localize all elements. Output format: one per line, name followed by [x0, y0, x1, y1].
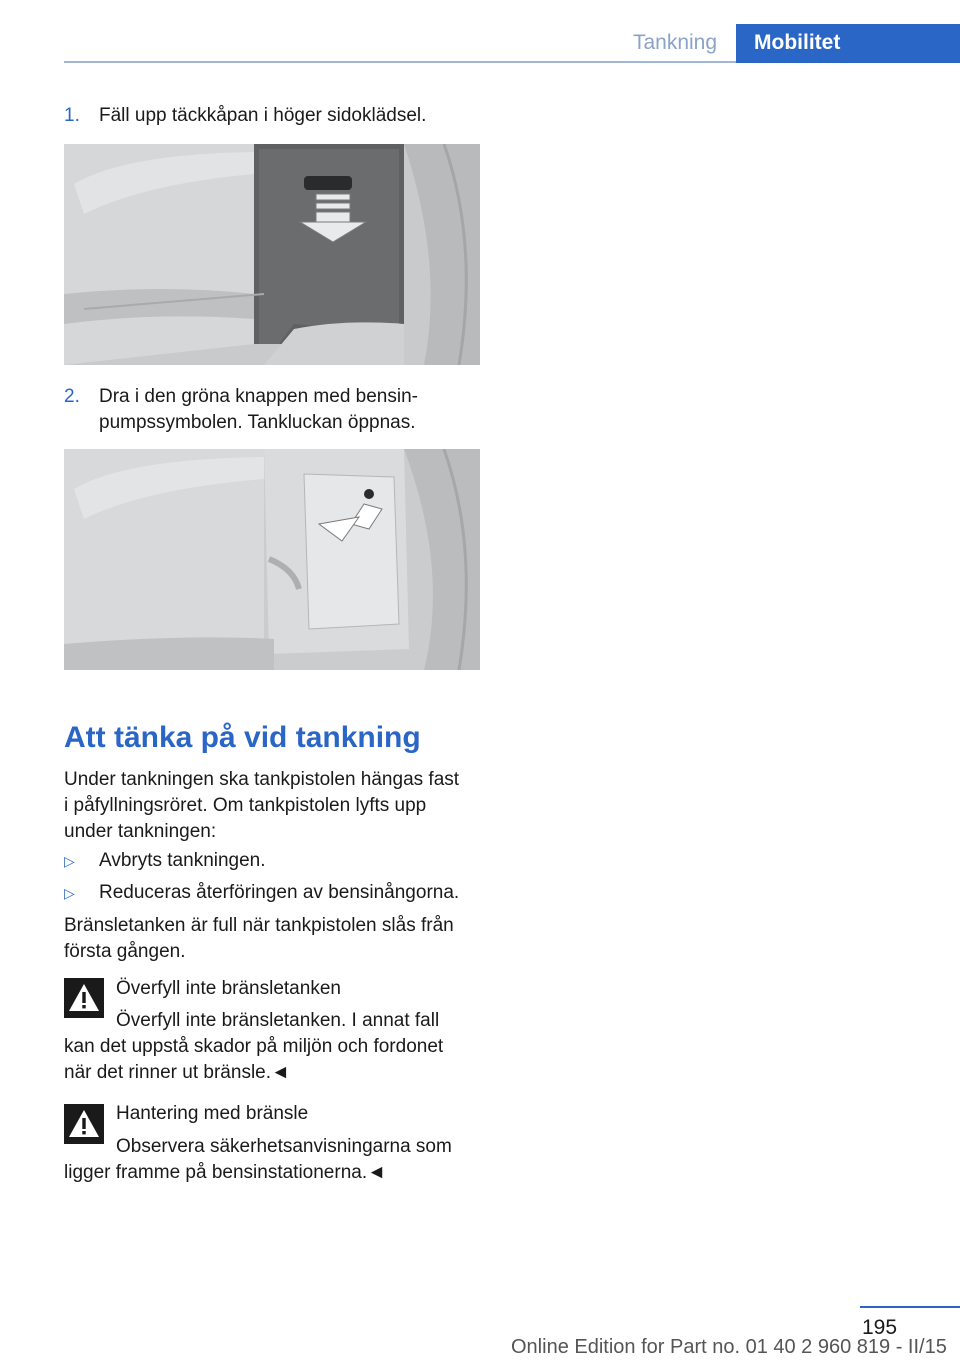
warning-2-title: Hantering med bränsle: [116, 1103, 309, 1124]
intro-line-3: under tankningen:: [64, 821, 217, 842]
edition-footer: Online Edition for Part no. 01 40 2 960 819 - II/15: [511, 1336, 947, 1358]
section-title: Att tänka på vid tankning: [64, 721, 421, 754]
bullet-triangle-icon: ▷: [64, 853, 75, 869]
step-2-number: 2.: [64, 386, 80, 407]
bullet-text: Reduceras återföringen av bensinångorna.: [99, 882, 460, 903]
page-number: 195: [862, 1316, 898, 1339]
full-tank-line-2: första gången.: [64, 941, 186, 962]
intro-line-1: Under tankningen ska tankpistolen hängas fast: [64, 769, 460, 790]
warning-1-line-3: när det rinner ut bränsle.◄: [64, 1062, 290, 1083]
fuel-button-photo: [64, 449, 480, 670]
header-tab-mobilitet[interactable]: Mobilitet: [736, 24, 960, 63]
step-1-number: 1.: [64, 105, 80, 126]
bullet-item: [64, 848, 484, 874]
header-tab-tankning[interactable]: Tankning: [632, 31, 718, 54]
warning-2-line-2: ligger framme på bensinstationerna.◄: [64, 1162, 386, 1183]
full-tank-paragraph: [64, 913, 484, 965]
warning-2-body: [64, 1134, 484, 1186]
step-2-text-line-1: Dra i den gröna knappen med bensin-: [99, 386, 418, 407]
footer-rule: [860, 1306, 960, 1308]
warning-1-line-1: Överfyll inte bränsletanken. I annat fall: [116, 1010, 440, 1031]
trunk-side-panel-photo: [64, 144, 480, 365]
step-1-text: Fäll upp täckkåpan i höger sidoklädsel.: [99, 105, 427, 126]
bullet-item: [64, 880, 484, 906]
full-tank-line-1: Bränsletanken är full när tankpistolen slås från: [64, 915, 454, 936]
step-2: [64, 384, 484, 436]
warning-1-body: [64, 1008, 484, 1086]
bullet-text: Avbryts tankningen.: [99, 850, 266, 871]
step-1: [64, 103, 484, 129]
warning-2-line-1: Observera säkerhetsanvisningarna som: [116, 1136, 452, 1157]
warning-1-title: Överfyll inte bränsletanken: [116, 978, 341, 999]
warning-1-line-2: kan det uppstå skador på miljön och fordonet: [64, 1036, 444, 1057]
bullet-triangle-icon: ▷: [64, 885, 75, 901]
intro-line-2: i påfyllningsröret. Om tankpistolen lyfts upp: [64, 795, 427, 816]
intro-paragraph: [64, 767, 484, 845]
step-2-text-line-2: pumpssymbolen. Tankluckan öppnas.: [99, 412, 416, 433]
